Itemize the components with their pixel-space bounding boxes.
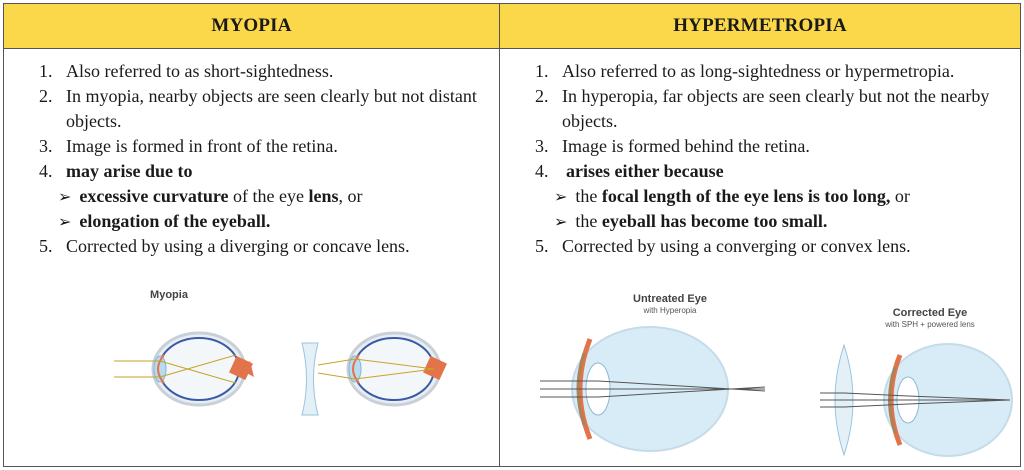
list-item [530, 234, 1010, 259]
item-number: 5. [39, 236, 53, 256]
item-text: Also referred to as short-sightedness. [66, 61, 334, 81]
item-number: 3. [39, 136, 53, 156]
figure-subcaption: with Hyperopia [643, 306, 697, 315]
sub-item [58, 184, 484, 209]
arrow-bullet-icon: ➢ [58, 212, 72, 231]
hypermetropia-body [500, 49, 1020, 467]
item-text: Image is formed in front of the retina. [66, 136, 338, 156]
arrow-bullet-icon: ➢ [58, 187, 72, 206]
item-text: Corrected by using a converging or convex lens. [562, 236, 911, 256]
sub-text: , or [338, 186, 363, 206]
list-item [530, 159, 1010, 234]
item-text: In hyperopia, far objects are seen clearly but not the nearby objects. [562, 86, 990, 131]
sub-bold: elongation of the eyeball. [79, 211, 271, 231]
item-number: 4. [39, 161, 53, 181]
item-number: 4. [535, 161, 549, 181]
sub-item [554, 184, 1010, 209]
list-item [34, 84, 484, 134]
myopia-diagram [104, 285, 454, 435]
item-text: Corrected by using a diverging or concave lens. [66, 236, 410, 256]
sub-text: the [575, 211, 602, 231]
comparison-table [3, 3, 1021, 467]
myopia-figure [104, 285, 454, 435]
concave-lens-icon [302, 343, 318, 415]
item-number: 2. [39, 86, 53, 106]
figure-caption: Untreated Eye [633, 293, 707, 305]
myopia-column [4, 4, 500, 466]
sub-bold: lens [308, 186, 339, 206]
item-text: arises either because [566, 161, 724, 181]
hypermetropia-header: HYPERMETROPIA [500, 4, 1020, 49]
sub-text: the [575, 186, 602, 206]
figure-subcaption: with SPH + powered lens [885, 320, 975, 329]
sub-bold: eyeball has become too small. [601, 211, 828, 231]
sub-text: or [890, 186, 910, 206]
list-item [34, 159, 484, 234]
item-number: 3. [535, 136, 549, 156]
sub-text: of the eye [228, 186, 309, 206]
item-number: 1. [535, 61, 549, 81]
sub-bold: excessive curvature [79, 186, 229, 206]
item-text: may arise due to [66, 161, 193, 181]
sub-item [554, 209, 1010, 234]
list-item [530, 134, 1010, 159]
hyperopia-eye-icon [540, 319, 770, 459]
list-item [530, 59, 1010, 84]
corrected-hyperopia-eye-icon [820, 335, 1016, 465]
item-number: 1. [39, 61, 53, 81]
myopia-body [4, 49, 499, 467]
figure-caption: Myopia [150, 289, 188, 301]
hypermetropia-column [500, 4, 1020, 466]
sub-item [58, 209, 484, 234]
item-number: 2. [535, 86, 549, 106]
arrow-bullet-icon: ➢ [554, 212, 568, 231]
list-item [530, 84, 1010, 134]
myopia-header: MYOPIA [4, 4, 499, 49]
sub-bold: focal length of the eye lens is too long, [601, 186, 891, 206]
corrected-myopia-eye-icon [318, 333, 447, 405]
item-text: Image is formed behind the retina. [562, 136, 810, 156]
myopia-eye-icon [114, 333, 254, 405]
list-item [34, 234, 484, 259]
myopia-list [34, 59, 484, 259]
hypermetropia-list [530, 59, 1010, 259]
item-number: 5. [535, 236, 549, 256]
list-item [34, 59, 484, 84]
item-text: In myopia, nearby objects are seen clearly but not distant objects. [66, 86, 477, 131]
figure-caption: Corrected Eye [892, 307, 968, 319]
item-text: Also referred to as long-sightedness or hypermetropia. [562, 61, 955, 81]
list-item [34, 134, 484, 159]
arrow-bullet-icon: ➢ [554, 187, 568, 206]
